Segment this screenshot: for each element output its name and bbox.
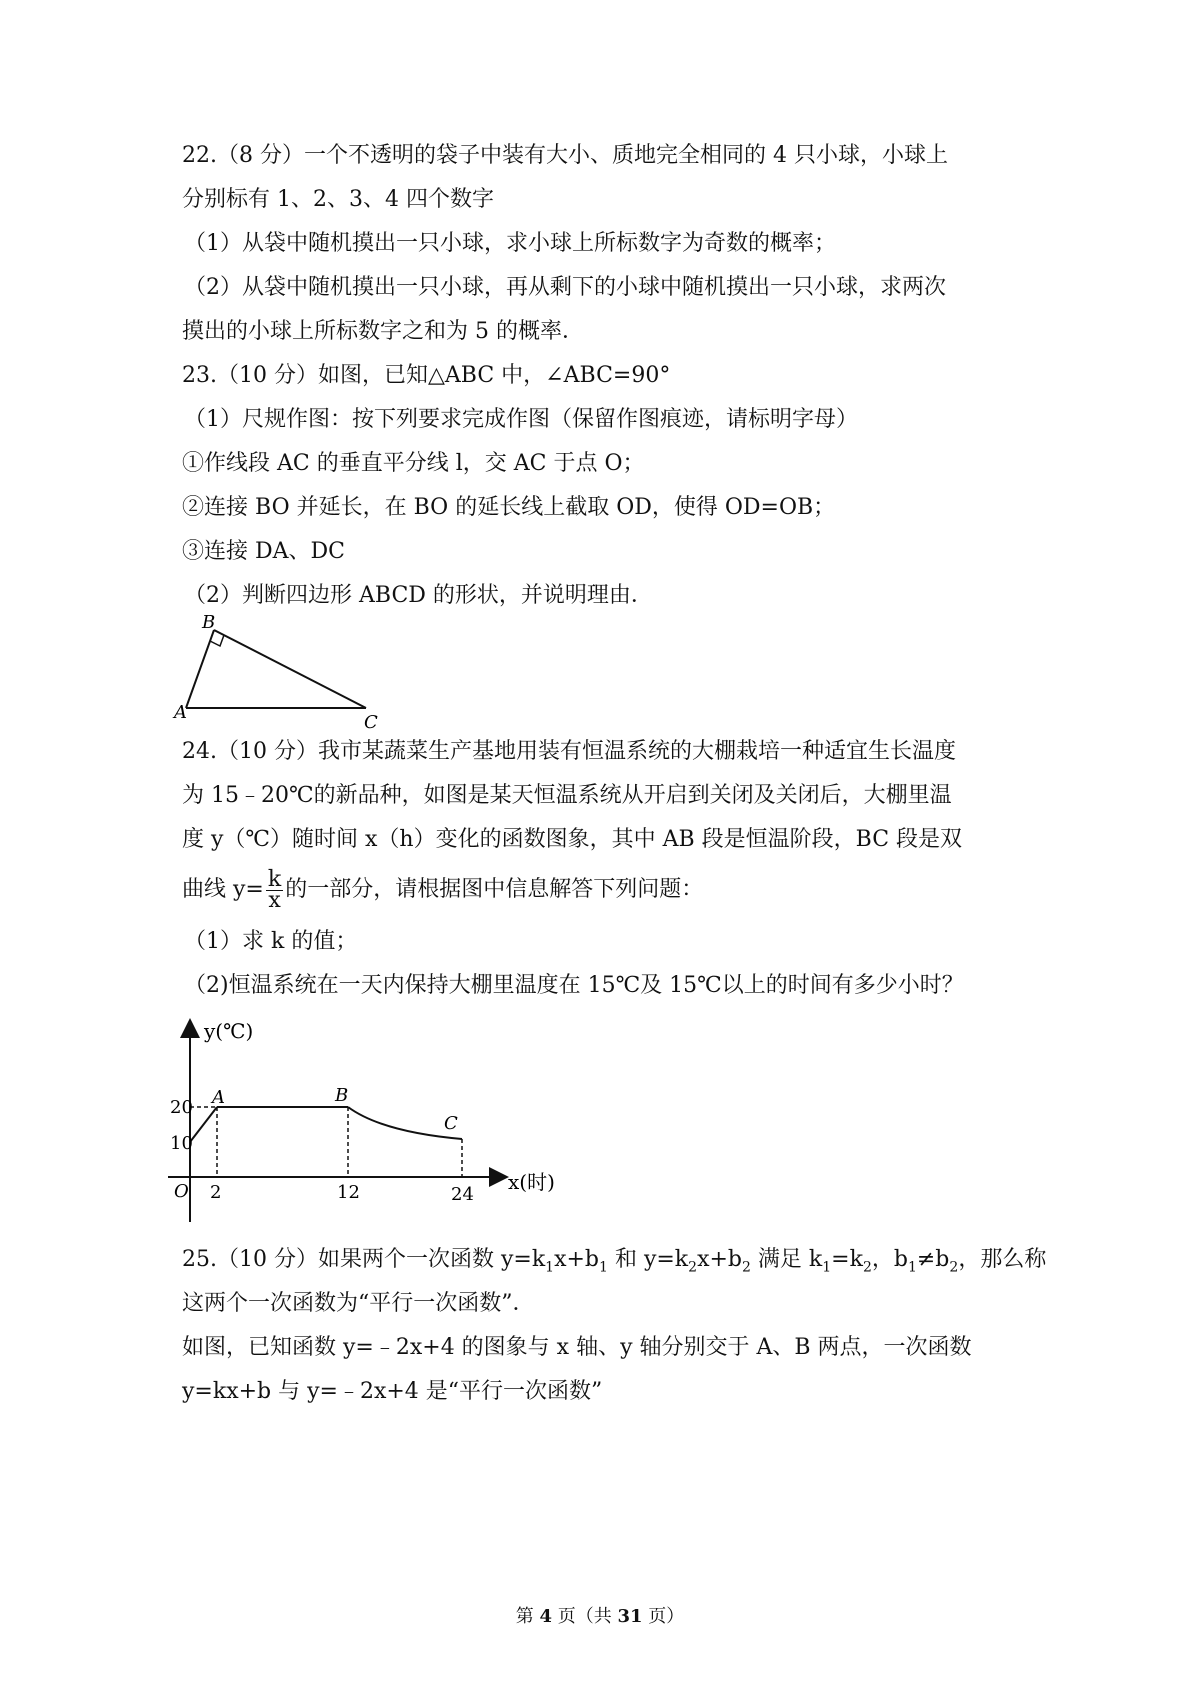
q23-line1: 23.（10 分）如图，已知△ABC 中，∠ABC=90° [182,363,671,388]
label-b: B [202,612,216,633]
footer-total-pages: 31 [617,1606,643,1627]
q25-line3: 如图，已知函数 y=﹣2x+4 的图象与 x 轴、y 轴分别交于 A、B 两点，一次函数 [182,1335,972,1360]
sub-2d: 2 [949,1259,959,1276]
label-a: A [174,702,187,723]
q25-text-e: 满足 k [750,1247,823,1272]
sub-2b: 2 [742,1259,751,1276]
point-c-label: C [444,1113,458,1134]
footer-page-number: 4 [539,1606,552,1627]
q25-text-h: ≠b [916,1247,950,1272]
sub-1d: 1 [907,1259,917,1276]
q25-text-i: ，那么称 [958,1247,1047,1272]
fraction-numerator: k [267,866,282,892]
q25-line4: y=kx+b 与 y=﹣2x+4 是“平行一次函数” [182,1379,603,1404]
footer-mid: 页（共 [552,1606,618,1627]
q22-line2: 分别标有 1、2、3、4 四个数字 [182,187,494,212]
sub-1c: 1 [822,1259,832,1276]
x-tick-24: 24 [451,1184,474,1205]
y-tick-20: 20 [170,1097,193,1118]
footer-pre: 第 [515,1606,540,1627]
point-b-label: B [335,1085,349,1106]
sub-2c: 2 [862,1259,872,1276]
q23-step3: ③连接 DA、DC [182,539,345,564]
segment-rise [190,1107,217,1142]
side-bc [214,630,366,708]
q25-text-d: x+b [697,1247,742,1272]
footer-post: 页） [642,1606,685,1627]
point-a-label: A [212,1087,225,1108]
q22-part2-line1: （2）从袋中随机摸出一只小球，再从剩下的小球中随机摸出一只小球，求两次 [184,275,946,300]
sub-2: 2 [688,1259,698,1276]
q22-part1: （1）从袋中随机摸出一只小球，求小球上所标数字为奇数的概率； [184,231,836,256]
triangle-figure [170,610,400,735]
q24-line4-pre: 曲线 y= [182,877,264,902]
sub-1b: 1 [599,1259,608,1276]
q24-line4-post: 的一部分，请根据图中信息解答下列问题： [285,877,704,902]
q25-text-f: =k [831,1247,863,1272]
q24-line2: 为 15﹣20℃的新品种，如图是某天恒温系统从开启到关闭及关闭后，大棚里温 [182,783,952,808]
page-footer [0,1602,1200,1628]
y-tick-10: 10 [170,1133,193,1154]
q22-line1: 22.（8 分）一个不透明的袋子中装有大小、质地完全相同的 4 只小球，小球上 [182,143,948,168]
q23-part1: （1）尺规作图：按下列要求完成作图（保留作图痕迹，请标明字母） [184,407,858,432]
q23-step1: ①作线段 AC 的垂直平分线 l，交 AC 于点 O； [182,451,645,476]
q25-text-a: 25.（10 分）如果两个一次函数 y=k [182,1247,546,1272]
label-c: C [364,712,378,733]
q22-part2-line2: 摸出的小球上所标数字之和为 5 的概率． [182,319,584,344]
q24-part2: （2)恒温系统在一天内保持大棚里温度在 15℃及 15℃以上的时间有多少小时？ [184,973,964,998]
y-axis-label: y(℃) [204,1019,254,1043]
q24-line3: 度 y（℃）随时间 x（h）变化的函数图象，其中 AB 段是恒温阶段，BC 段是双 [182,827,963,852]
q25-text-c: 和 y=k [607,1247,689,1272]
temperature-graph [160,1010,580,1225]
x-tick-2: 2 [210,1182,222,1203]
q24-line4 [182,866,703,914]
fraction-k-over-x [266,866,283,913]
q24-line1: 24.（10 分）我市某蔬菜生产基地用装有恒温系统的大棚栽培一种适宜生长温度 [182,739,956,764]
q25-text-b: x+b [554,1247,600,1272]
q23-part2: （2）判断四边形 ABCD 的形状，并说明理由． [184,583,653,608]
q24-part1: （1）求 k 的值； [184,929,358,954]
x-tick-12: 12 [337,1182,360,1203]
q25-line1 [182,1246,1046,1281]
x-axis-label: x(时) [508,1170,555,1194]
q25-line2: 这两个一次函数为“平行一次函数”． [182,1291,535,1316]
origin-label: O [174,1181,189,1202]
sub-1: 1 [545,1259,555,1276]
q23-step2: ②连接 BO 并延长，在 BO 的延长线上截取 OD，使得 OD=OB； [182,495,836,520]
fraction-denominator: x [268,887,281,913]
q25-text-g: ，b [871,1247,908,1272]
